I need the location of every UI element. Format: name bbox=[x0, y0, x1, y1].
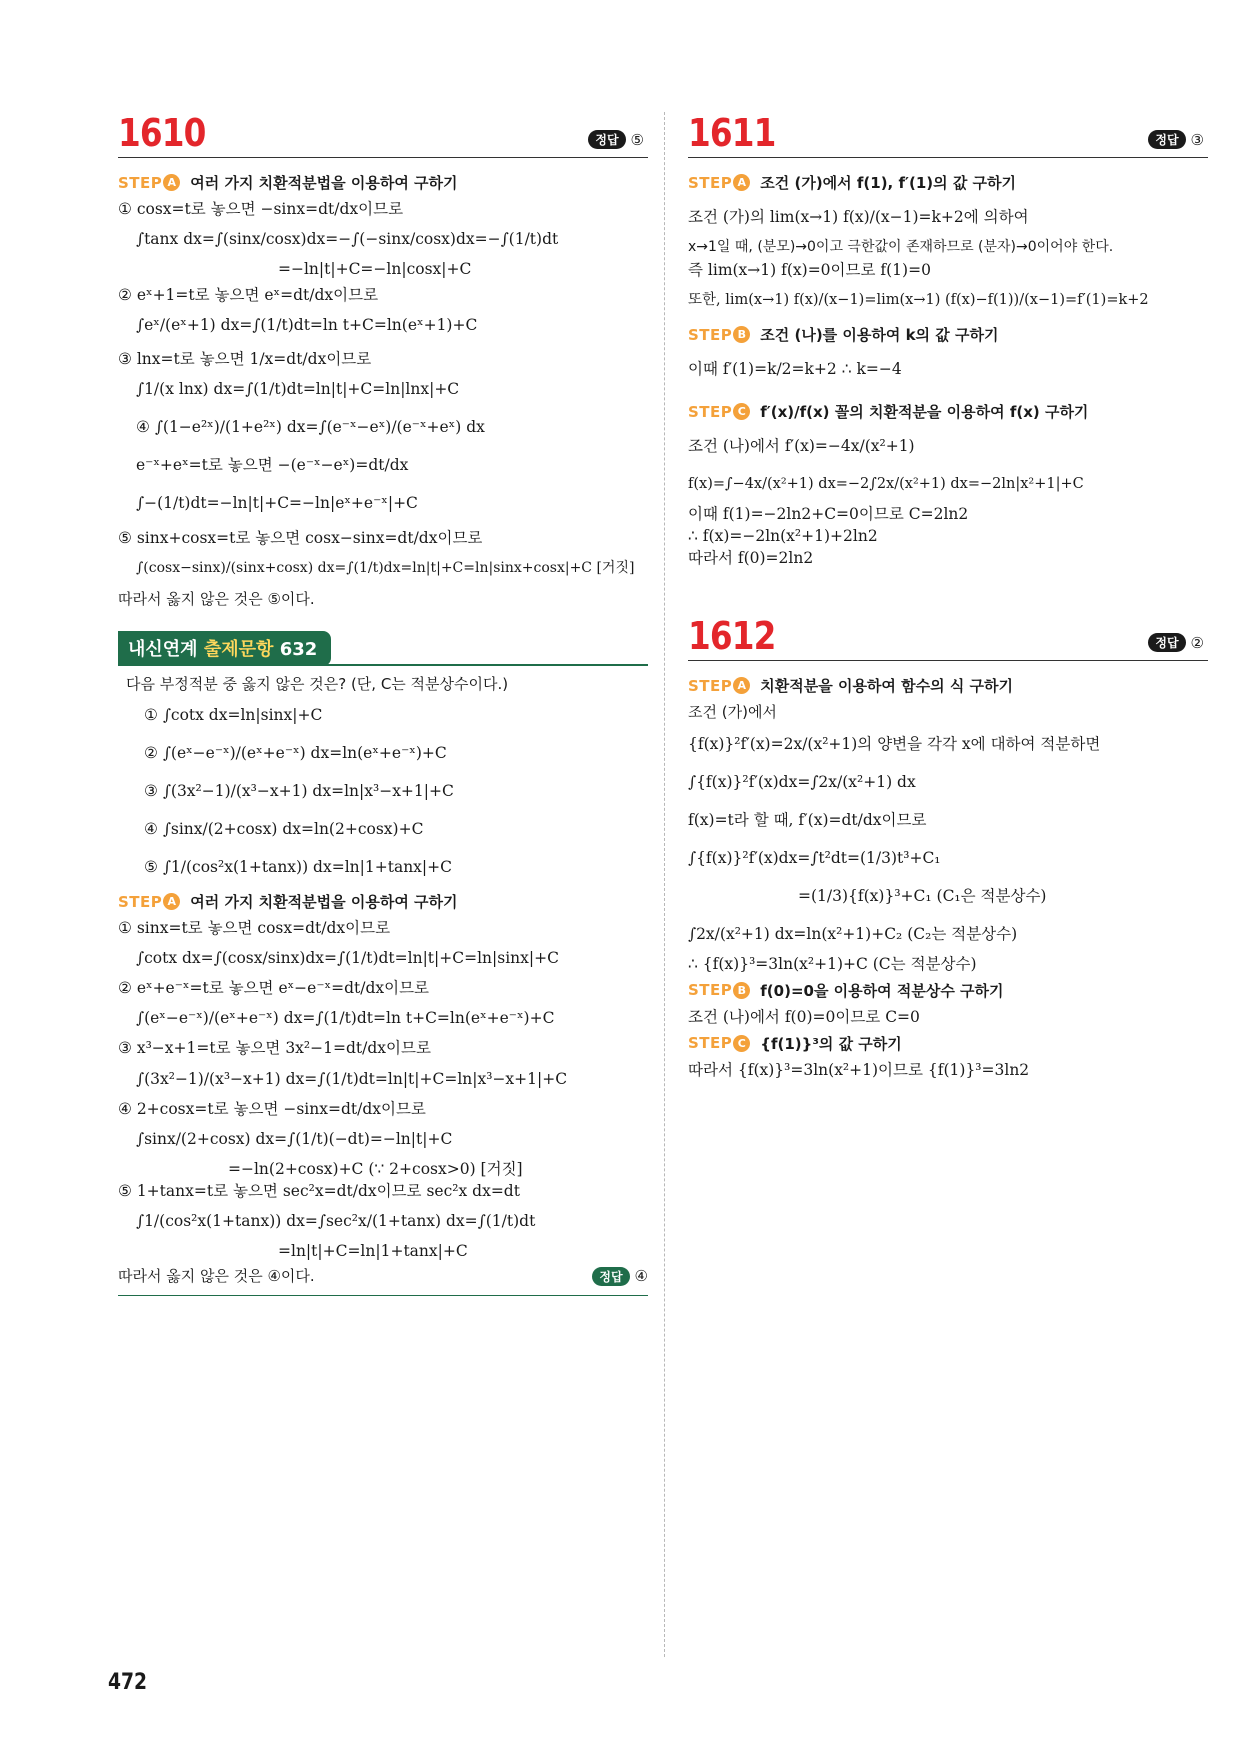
solution-line: 조건 (나)에서 f′(x)=−4x/(x²+1) bbox=[688, 436, 915, 455]
related-question: 다음 부정적분 중 옳지 않은 것은? (단, C는 적분상수이다.) bbox=[126, 674, 509, 693]
step-a bbox=[118, 172, 648, 193]
step-c bbox=[688, 401, 1208, 422]
answer-value: ⑤ bbox=[630, 130, 644, 149]
conclusion: 따라서 옳지 않은 것은 ④이다. bbox=[118, 1267, 315, 1286]
solution-line: {f(x)}²f′(x)=2x/(x²+1)의 양변을 각각 x에 대하여 적분하면 bbox=[688, 734, 1101, 753]
solution-line: ∴ {f(x)}³=3ln(x²+1)+C (C는 적분상수) bbox=[688, 954, 977, 973]
answer-value: ③ bbox=[1190, 130, 1204, 149]
formula-line: ∫1/(cos²x(1+tanx)) dx=∫sec²x/(1+tanx) dx=∫(1/t)dt bbox=[136, 1211, 536, 1230]
step-letter: A bbox=[733, 174, 750, 191]
answer-box bbox=[588, 130, 644, 149]
solution-1612-a bbox=[688, 702, 1208, 973]
formula-line: f(x)=∫−4x/(x²+1) dx=−2∫2x/(x²+1) dx=−2ln|x²+1|+C bbox=[688, 475, 1084, 492]
step-letter: B bbox=[733, 326, 750, 343]
step-letter: C bbox=[733, 1035, 750, 1052]
step-label: STEP bbox=[688, 1034, 733, 1053]
solution-line: ① cosx=t로 놓으면 −sinx=dt/dx이므로 bbox=[118, 200, 404, 218]
solution-line: 조건 (나)에서 f(0)=0이므로 C=0 bbox=[688, 1007, 920, 1026]
formula-line: ∫(cosx−sinx)/(sinx+cosx) dx=∫(1/t)dx=ln|t|+C=ln|sinx+cosx|+C [거짓] bbox=[136, 559, 635, 576]
formula-line: ∫sinx/(2+cosx) dx=∫(1/t)(−dt)=−ln|t|+C bbox=[136, 1129, 453, 1148]
step-title: f(0)=0을 이용하여 적분상수 구하기 bbox=[760, 981, 1004, 1000]
formula-line: ∫{f(x)}²f′(x)dx=∫t²dt=(1/3)t³+C₁ bbox=[688, 848, 941, 867]
step-title: {f(1)}³의 값 구하기 bbox=[760, 1034, 902, 1053]
step-title: f′(x)/f(x) 꼴의 치환적분을 이용하여 f(x) 구하기 bbox=[760, 403, 1089, 422]
formula-line: ∫cotx dx=∫(cosx/sinx)dx=∫(1/t)dt=ln|t|+C=ln|sinx|+C bbox=[136, 949, 559, 968]
step-title: 조건 (가)에서 f(1), f′(1)의 값 구하기 bbox=[760, 174, 1017, 192]
choice-item: ⑤ ∫1/(cos²x(1+tanx)) dx=ln|1+tanx|+C bbox=[144, 858, 452, 877]
solution-line: ③ x³−x+1=t로 놓으면 3x²−1=dt/dx이므로 bbox=[118, 1039, 431, 1058]
conclusion: 따라서 {f(x)}³=3ln(x²+1)이므로 {f(1)}³=3ln2 bbox=[688, 1060, 1030, 1079]
formula-line: ∫−(1/t)dt=−ln|t|+C=−ln|eˣ+e⁻ˣ|+C bbox=[136, 494, 418, 513]
formula-line: ∫{f(x)}²f′(x)dx=∫2x/(x²+1) dx bbox=[688, 772, 916, 791]
solution-1610 bbox=[118, 199, 648, 609]
formula-line: =−ln|t|+C=−ln|cosx|+C bbox=[278, 260, 472, 279]
solution-1611-a bbox=[688, 199, 1208, 318]
related-subtitle: 출제문항 bbox=[203, 638, 274, 660]
solution-line: 즉 lim(x→1) f(x)=0이므로 f(1)=0 bbox=[688, 260, 931, 279]
problem-number: 1611 bbox=[688, 111, 776, 155]
formula-line: ∫eˣ/(eˣ+1) dx=∫(1/t)dt=ln t+C=ln(eˣ+1)+C bbox=[136, 316, 478, 335]
solution-line: ⑤ sinx+cosx=t로 놓으면 cosx−sinx=dt/dx이므로 bbox=[118, 528, 483, 547]
step-label: STEP bbox=[688, 325, 733, 344]
solution-line: 이때 f′(1)=k/2=k+2 ∴ k=−4 bbox=[688, 359, 902, 378]
step-letter: B bbox=[733, 982, 750, 999]
page-number: 472 bbox=[108, 1670, 148, 1695]
step-title: 조건 (나)를 이용하여 k의 값 구하기 bbox=[760, 326, 999, 345]
step-label: STEP bbox=[118, 173, 163, 192]
conclusion: 따라서 옳지 않은 것은 ⑤이다. bbox=[118, 589, 315, 608]
answer-badge: 정답 bbox=[1148, 633, 1185, 652]
formula-line: ∫1/(x lnx) dx=∫(1/t)dt=ln|t|+C=ln|lnx|+C bbox=[136, 380, 460, 399]
solution-line: ① sinx=t로 놓으면 cosx=dt/dx이므로 bbox=[118, 919, 391, 938]
answer-badge: 정답 bbox=[588, 130, 625, 149]
solution-line: ② eˣ+1=t로 놓으면 eˣ=dt/dx이므로 bbox=[118, 286, 379, 305]
solution-line: x→1일 때, (분모)→0이고 극한값이 존재하므로 (분자)→0이어야 한다. bbox=[688, 239, 1114, 255]
choice-item: ① ∫cotx dx=ln|sinx|+C bbox=[144, 706, 323, 725]
step-a bbox=[688, 172, 1208, 193]
formula-line: ∫(eˣ−e⁻ˣ)/(eˣ+e⁻ˣ) dx=∫(1/t)dt=ln t+C=ln(eˣ+e⁻ˣ)+C bbox=[136, 1009, 555, 1028]
step-letter: A bbox=[163, 174, 180, 191]
choice-item: ③ ∫(3x²−1)/(x³−x+1) dx=ln|x³−x+1|+C bbox=[144, 782, 454, 801]
right-column bbox=[688, 105, 1208, 1084]
related-badge bbox=[118, 631, 331, 666]
answer-box bbox=[592, 1267, 648, 1286]
solution-1612-c bbox=[688, 1060, 1208, 1080]
problem-number: 1610 bbox=[118, 111, 206, 155]
step-label: STEP bbox=[688, 981, 733, 1000]
formula-line: ∫(3x²−1)/(x³−x+1) dx=∫(1/t)dt=ln|t|+C=ln|x³−x+1|+C bbox=[136, 1069, 568, 1088]
step-c bbox=[688, 1033, 1208, 1054]
answer-box bbox=[1148, 633, 1204, 652]
related-title: 내신연계 bbox=[128, 638, 198, 660]
step-title: 여러 가지 치환적분법을 이용하여 구하기 bbox=[190, 893, 458, 912]
step-b bbox=[688, 324, 1208, 345]
related-choices bbox=[118, 697, 648, 885]
choice-item: ② ∫(eˣ−e⁻ˣ)/(eˣ+e⁻ˣ) dx=ln(eˣ+e⁻ˣ)+C bbox=[144, 744, 447, 763]
problem-1612-header bbox=[688, 608, 1208, 661]
related-conclusion-row bbox=[118, 1263, 648, 1289]
step-letter: C bbox=[733, 403, 750, 420]
step-letter: A bbox=[163, 893, 180, 910]
answer-badge: 정답 bbox=[592, 1267, 629, 1286]
solution-line: 또한, lim(x→1) f(x)/(x−1)=lim(x→1) (f(x)−f(1))/(x−1)=f′(1)=k+2 bbox=[688, 291, 1149, 308]
related-step-a bbox=[118, 891, 648, 912]
formula-line: ∫2x/(x²+1) dx=ln(x²+1)+C₂ (C₂는 적분상수) bbox=[688, 924, 1018, 943]
solution-line: ∴ f(x)=−2ln(x²+1)+2ln2 bbox=[688, 527, 878, 546]
left-column bbox=[118, 105, 648, 1300]
related-bottom-rule bbox=[118, 1295, 648, 1296]
answer-box bbox=[1148, 130, 1204, 149]
answer-value: ② bbox=[1190, 633, 1204, 652]
column-divider bbox=[664, 112, 665, 1657]
related-rule bbox=[118, 664, 648, 666]
related-solution bbox=[118, 918, 648, 1296]
solution-line: ④ 2+cosx=t로 놓으면 −sinx=dt/dx이므로 bbox=[118, 1099, 426, 1118]
step-label: STEP bbox=[118, 892, 163, 911]
related-problem-header bbox=[118, 631, 648, 666]
solution-1611-b bbox=[688, 351, 1208, 387]
formula-line: =(1/3){f(x)}³+C₁ (C₁은 적분상수) bbox=[798, 886, 1047, 905]
solution-line: ⑤ 1+tanx=t로 놓으면 sec²x=dt/dx이므로 sec²x dx=dt bbox=[118, 1181, 520, 1200]
problem-number: 1612 bbox=[688, 614, 776, 659]
formula-line: ∫tanx dx=∫(sinx/cosx)dx=−∫(−sinx/cosx)dx=−∫(1/t)dt bbox=[136, 230, 559, 249]
step-label: STEP bbox=[688, 676, 733, 695]
formula-line: ④ ∫(1−e²ˣ)/(1+e²ˣ) dx=∫(e⁻ˣ−eˣ)/(e⁻ˣ+eˣ) dx bbox=[136, 418, 485, 437]
answer-value: ④ bbox=[634, 1267, 648, 1286]
step-b bbox=[688, 980, 1208, 1001]
problem-1611-header bbox=[688, 105, 1208, 158]
conclusion: 따라서 f(0)=2ln2 bbox=[688, 549, 814, 568]
solution-line: 조건 (가)의 lim(x→1) f(x)/(x−1)=k+2에 의하여 bbox=[688, 207, 1029, 226]
step-label: STEP bbox=[688, 402, 733, 421]
step-title: 치환적분을 이용하여 함수의 식 구하기 bbox=[760, 677, 1014, 696]
solution-line: f(x)=t라 할 때, f′(x)=dt/dx이므로 bbox=[688, 810, 927, 829]
step-letter: A bbox=[733, 677, 750, 694]
step-a bbox=[688, 675, 1208, 696]
answer-badge: 정답 bbox=[1148, 130, 1185, 149]
step-title: 여러 가지 치환적분법을 이용하여 구하기 bbox=[190, 174, 458, 192]
related-number: 632 bbox=[279, 638, 318, 660]
formula-line: =ln|t|+C=ln|1+tanx|+C bbox=[278, 1242, 468, 1261]
problem-1610-header bbox=[118, 105, 648, 158]
solution-line: 이때 f(1)=−2ln2+C=0이므로 C=2ln2 bbox=[688, 505, 969, 524]
choice-item: ④ ∫sinx/(2+cosx) dx=ln(2+cosx)+C bbox=[144, 820, 424, 839]
solution-line: ② eˣ+e⁻ˣ=t로 놓으면 eˣ−e⁻ˣ=dt/dx이므로 bbox=[118, 979, 430, 998]
step-label: STEP bbox=[688, 173, 733, 192]
formula-line: e⁻ˣ+eˣ=t로 놓으면 −(e⁻ˣ−eˣ)=dt/dx bbox=[136, 456, 409, 475]
formula-line: =−ln(2+cosx)+C (∵ 2+cosx>0) [거짓] bbox=[228, 1159, 523, 1178]
solution-1611-c bbox=[688, 428, 1208, 568]
solution-line: 조건 (가)에서 bbox=[688, 703, 777, 722]
solution-line: ③ lnx=t로 놓으면 1/x=dt/dx이므로 bbox=[118, 350, 372, 369]
solution-1612-b bbox=[688, 1007, 1208, 1027]
